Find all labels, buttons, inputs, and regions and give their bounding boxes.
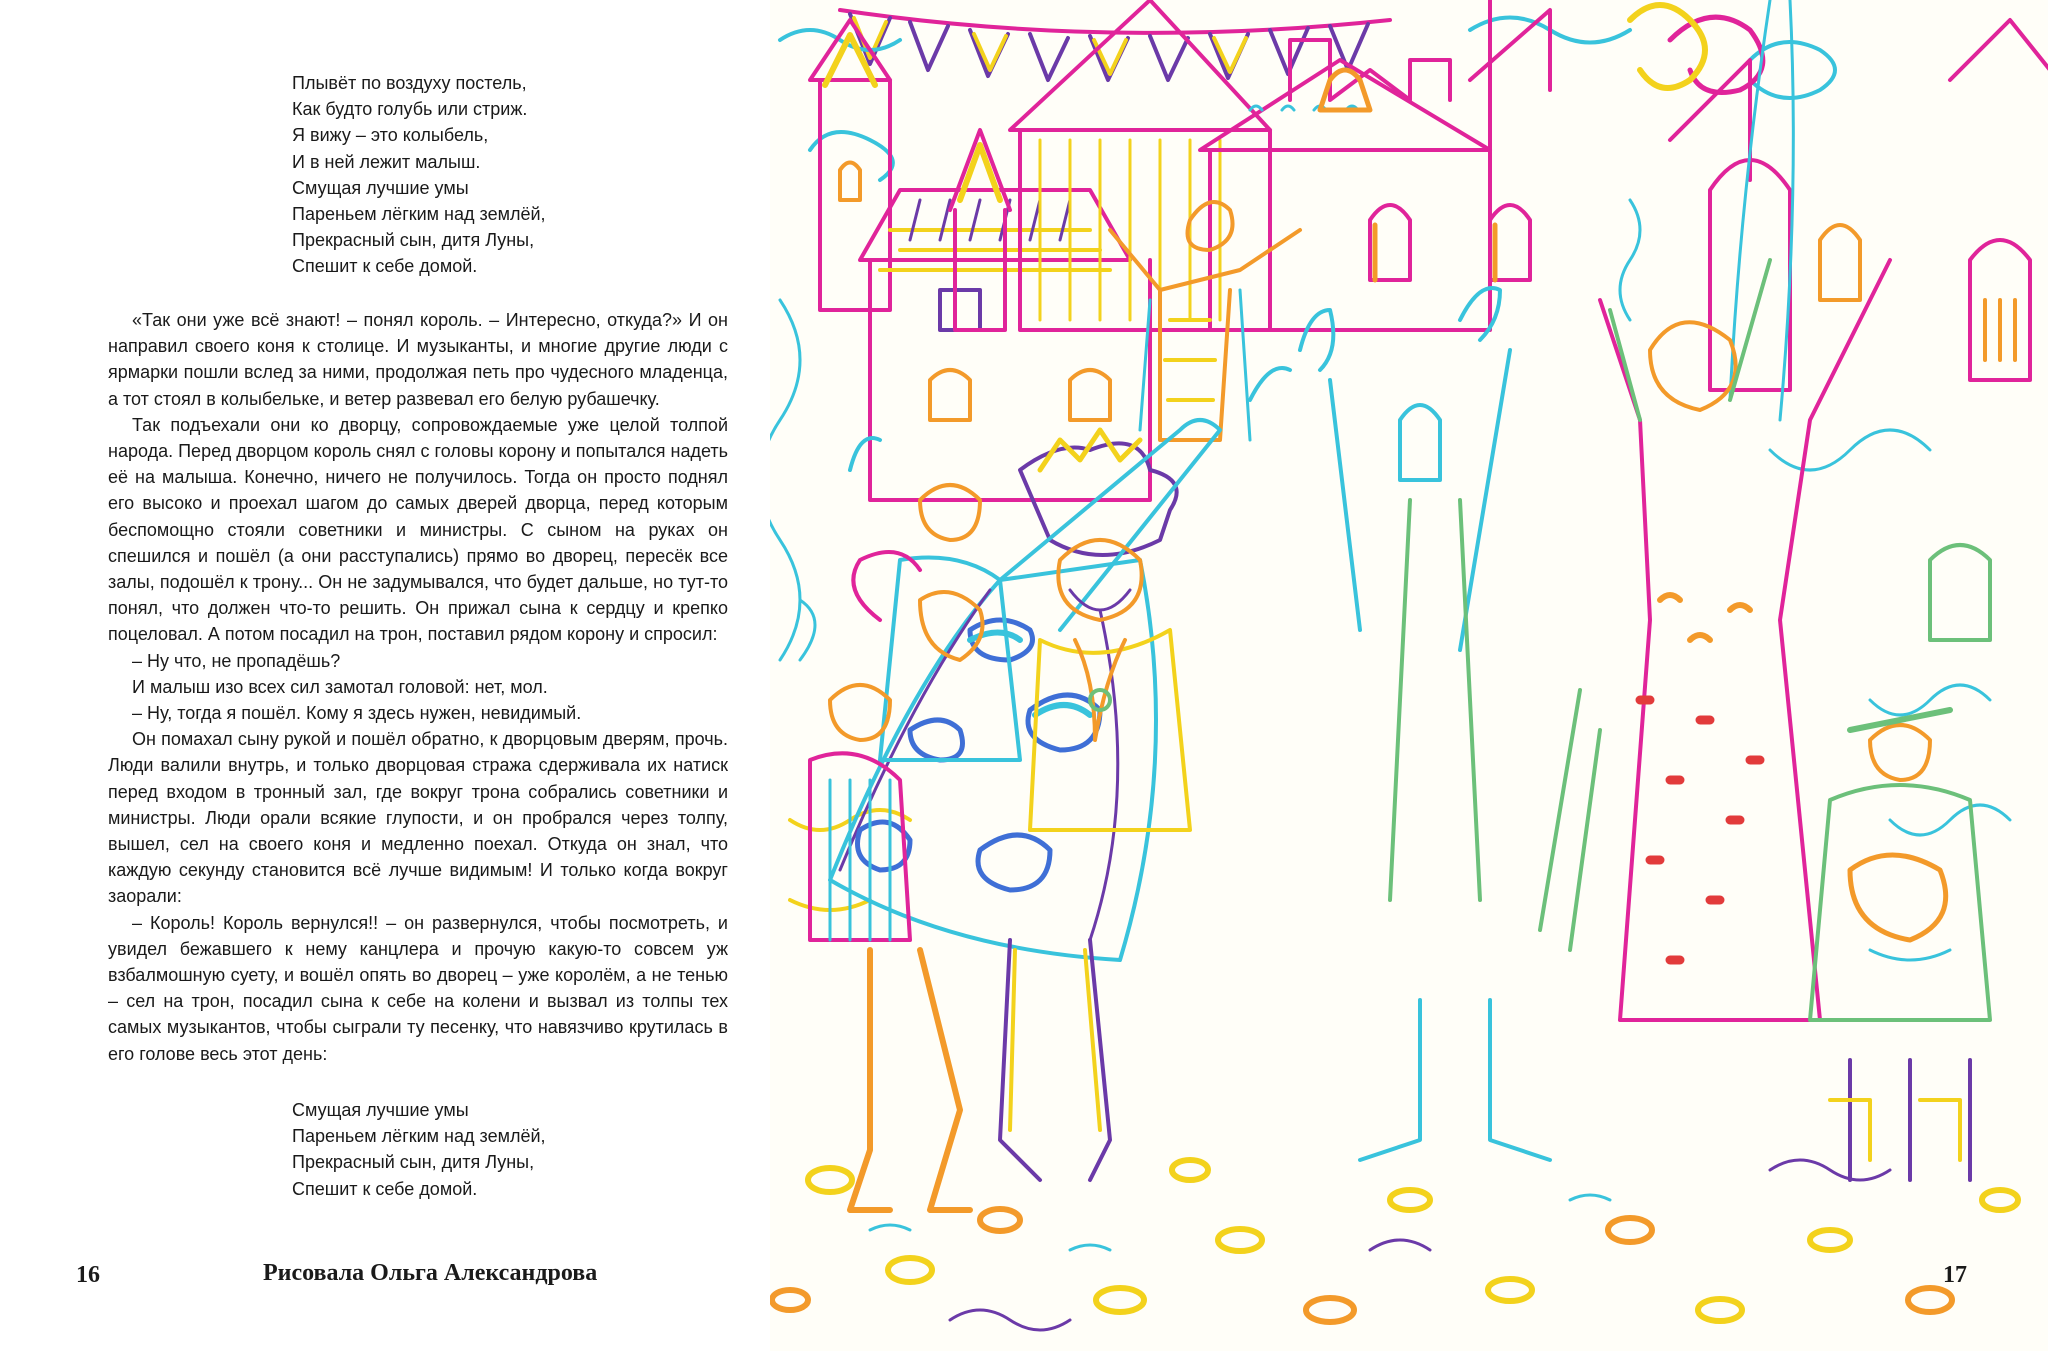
poem-bottom — [292, 1097, 692, 1202]
poem-line: Я вижу – это колыбель, — [292, 125, 489, 146]
poem-line: Прекрасный сын, дитя Луны, — [292, 1152, 535, 1173]
page-number-right: 17 — [1943, 1262, 1967, 1288]
prose-paragraph: «Так они уже всё знают! – понял король. – Интересно, откуда?» И он направил своего коня к столице. И музыканты, и многие другие люди с ярмарки пошли вслед за ними, продолжая петь про чудесного младенца, а тот стоял в колыбельке, и ветер развевал его белую рубашечку. — [108, 310, 728, 409]
prose-body — [108, 307, 728, 1067]
poem-top — [292, 70, 692, 280]
prose-paragraph: Так подъехали они ко дворцу, сопровождаемые уже целой толпой народа. Перед дворцом король снял с головы корону и попытался надеть её на малыша. Конечно, ничего не получилось. Тогда он просто поднял его высоко и проехал шагом до самых дверей дворца, перед которым беспомощно стояли советники и министры. С сыном на руках он спешился и пошёл (а они расступались) прямо во дворец, пересёк все залы, подошёл к трону... Он не задумывался, что будет дальше, но тут-то понял, что должен что-то решить. Он прижал сына к сердцу и крепко поцеловал. А потом посадил на трон, поставил рядом корону и спросил: — [108, 414, 728, 645]
illustrator-credit: Рисовала Ольга Александрова — [263, 1260, 598, 1286]
poem-line: Спешит к себе домой. — [292, 1178, 478, 1199]
prose-paragraph: – Король! Король вернулся!! – он развернулся, чтобы посмотреть, и увидел бежавшего к нему канцлера и прочую какую-то совсем уж взбалмошную суету, и вошёл опять во дворец – уже королём, а не тенью – сел на трон, посадил сына к себе на колени и вызвал из толпы тех самых музыкантов, чтобы сыграли ту песенку, что навязчиво крутилась в его голове весь этот день: — [108, 912, 728, 1064]
festive-crowd-castle-drawing-icon — [770, 0, 2048, 1351]
right-page-illustration — [770, 0, 2048, 1351]
poem-line: Пареньем лёгким над землёй, — [292, 204, 546, 225]
prose-paragraph: Он помахал сыну рукой и пошёл обратно, к дворцовым дверям, прочь. Люди валили внутрь, и только дворцовая стража сдерживала их натиск перед входом в тронный зал, где вокруг трона собрались советники и министры. Люди орали всякие глупости, и он пробрался через толпу, вышел, сел на своего коня и медленно поехал. Откуда он знал, что каждую секунду становится всё лучше видимым! И только когда вокруг заорали: — [108, 729, 728, 907]
left-page — [0, 0, 770, 1351]
poem-line: Смущая лучшие умы — [292, 1100, 469, 1120]
poem-line: Пареньем лёгким над землёй, — [292, 1126, 546, 1147]
poem-line: Прекрасный сын, дитя Луны, — [292, 230, 535, 251]
poem-line: И в ней лежит малыш. — [292, 151, 481, 172]
dialog-line: – Ну что, не пропадёшь? — [132, 650, 341, 671]
page-number-left: 16 — [76, 1262, 100, 1288]
poem-line: Как будто голубь или стриж. — [292, 99, 528, 120]
poem-line: Спешит к себе домой. — [292, 256, 478, 277]
poem-line: Смущая лучшие умы — [292, 177, 469, 198]
poem-line: Плывёт по воздуху постель, — [292, 73, 527, 93]
dialog-line: – Ну, тогда я пошёл. Кому я здесь нужен, невидимый. — [132, 703, 582, 724]
prose-paragraph: И малыш изо всех сил замотал головой: нет, мол. — [132, 676, 548, 697]
